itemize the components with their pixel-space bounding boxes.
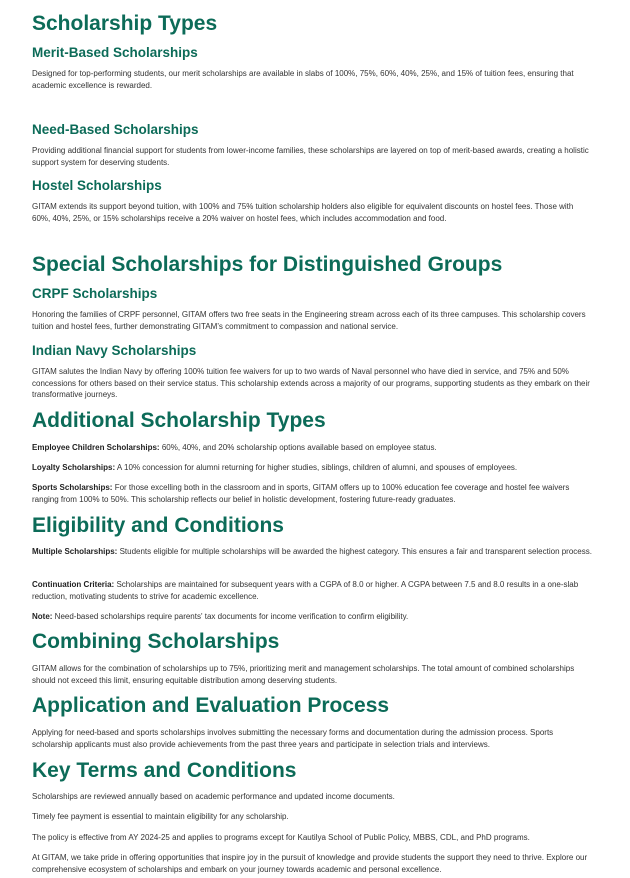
hostel-text: GITAM extends its support beyond tuition, with 100% and 75% tuition scholarship holders also eligible for equivalent discounts on hostel fees. Those with 60%, 40%, 25%, or 15% scholarships receive a 20% waiver on hostel fees, which includes accommodation and food.: [32, 202, 574, 223]
merit-heading: Merit-Based Scholarships: [32, 45, 198, 60]
navy-heading: Indian Navy Scholarships: [32, 343, 197, 358]
employee-children-item: [32, 442, 592, 454]
sports-text: For those excelling both in the classroom and in sports, GITAM offers up to 100% education fee coverage and hostel fee waivers ranging from 100% to 50%. This scholarship reflects our belief in holistic development, fostering future-ready graduates.: [32, 483, 570, 504]
hostel-heading: Hostel Scholarships: [32, 178, 162, 193]
employee-children-label: Employee Children Scholarships:: [32, 443, 160, 452]
multiple-text: Students eligible for multiple scholarships will be awarded the highest category. This ensures a fair and transparent selection process.: [117, 547, 592, 556]
sports-label: Sports Scholarships:: [32, 483, 113, 492]
merit-text: Designed for top-performing students, our merit scholarships are available in slabs of 100%, 75%, 60%, 40%, 25%, and 15% of tuition fees, ensuring that academic excellence is rewarded.: [32, 69, 574, 90]
key-terms-p2: Timely fee payment is essential to maintain eligibility for any scholarship.: [32, 812, 289, 821]
crpf-heading: CRPF Scholarships: [32, 286, 158, 301]
note-label: Note:: [32, 612, 53, 621]
loyalty-label: Loyalty Scholarships:: [32, 463, 116, 472]
scholarship-types-heading: Scholarship Types: [32, 12, 218, 35]
key-terms-p1: Scholarships are reviewed annually based on academic performance and updated income documents.: [32, 792, 395, 801]
need-heading: Need-Based Scholarships: [32, 122, 199, 137]
loyalty-item: [32, 462, 592, 474]
note-item: [32, 611, 592, 623]
multiple-item: [32, 546, 592, 558]
multiple-label: Multiple Scholarships:: [32, 547, 118, 556]
key-terms-p3: The policy is effective from AY 2024-25 and applies to programs except for Kautilya School of Public Policy, MBBS, CDL, and PhD programs.: [32, 833, 530, 842]
application-heading: Application and Evaluation Process: [32, 694, 390, 717]
additional-heading: Additional Scholarship Types: [32, 409, 326, 432]
key-terms-heading: Key Terms and Conditions: [32, 759, 297, 782]
continuation-label: Continuation Criteria:: [32, 580, 115, 589]
crpf-text: Honoring the families of CRPF personnel, GITAM offers two free seats in the Engineering stream across each of its three campuses. This scholarship covers tuition and hostel fees, further demonstrating GITAM’s commitment to compassion and national service.: [32, 310, 586, 331]
combining-text: GITAM allows for the combination of scholarships up to 75%, prioritizing merit and management scholarships. The total amount of combined scholarships should not exceed this limit, ensuring equitable distribution among deserving students.: [32, 664, 575, 685]
special-heading: Special Scholarships for Distinguished Groups: [32, 253, 503, 276]
key-terms-p4: At GITAM, we take pride in offering opportunities that inspire joy in the pursuit of knowledge and provide students the support they need to thrive. Explore our comprehensive ecosystem of scholarships and embark on your journey towards academic and personal excellence.: [32, 853, 588, 874]
sports-item: [32, 482, 592, 505]
loyalty-text: A 10% concession for alumni returning for higher studies, siblings, children of alumni, and spouses of employees.: [115, 463, 518, 472]
continuation-text: Scholarships are maintained for subsequent years with a CGPA of 8.0 or higher. A CGPA between 7.5 and 8.0 results in a one-slab reduction, motivating students to strive for academic excellence.: [32, 580, 579, 601]
combining-heading: Combining Scholarships: [32, 630, 280, 653]
navy-text: GITAM salutes the Indian Navy by offering 100% tuition fee waivers for up to two wards of Naval personnel who have died in service, and 75% and 50% concessions for others based on their service status. This scholarship extends across a majority of our programs, supporting students as they embark on their transformative journeys.: [32, 367, 590, 399]
eligibility-heading: Eligibility and Conditions: [32, 514, 284, 537]
application-text: Applying for need-based and sports scholarships involves submitting the necessary forms and documentation during the admission process. Sports scholarship applicants must also provide achievements from the past three years and participate in selection trials and interviews.: [32, 728, 554, 749]
note-text: Need-based scholarships require parents' tax documents for income verification to confirm eligibility.: [52, 612, 409, 621]
employee-children-text: 60%, 40%, and 20% scholarship options available based on employee status.: [159, 443, 437, 452]
need-text: Providing additional financial support for students from lower-income families, these scholarships are layered on top of merit-based awards, creating a holistic support system for deserving students.: [32, 146, 589, 167]
continuation-item: [32, 579, 592, 602]
